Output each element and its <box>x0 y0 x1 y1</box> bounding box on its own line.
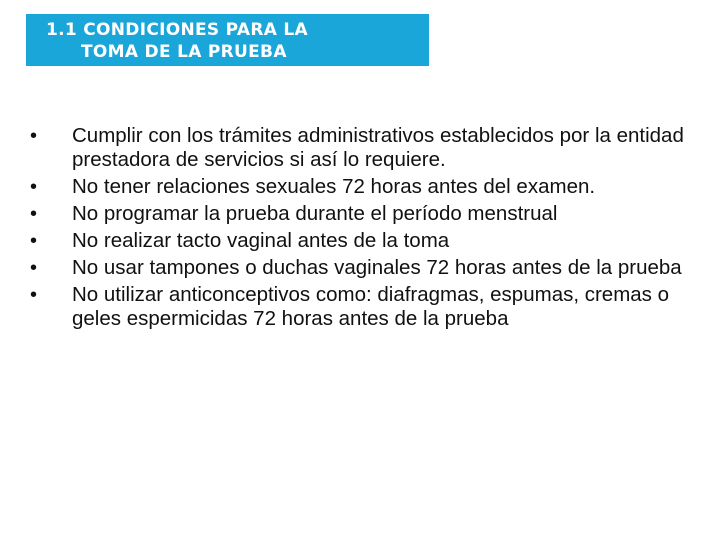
slide-title-line-2: TOMA DE LA PRUEBA <box>81 42 287 62</box>
bullet-dot-icon: • <box>30 284 38 306</box>
bullet-list <box>30 124 700 334</box>
bullet-dot-icon: • <box>30 176 38 198</box>
bullet-item <box>30 124 700 172</box>
bullet-dot-icon: • <box>30 125 38 147</box>
bullet-text: No tener relaciones sexuales 72 horas antes del examen. <box>72 175 596 198</box>
bullet-text: No programar la prueba durante el período menstrual <box>72 202 558 225</box>
bullet-item <box>30 175 700 199</box>
bullet-dot-icon: • <box>30 230 38 252</box>
bullet-text: No utilizar anticonceptivos como: diafragmas, espumas, cremas o geles espermicidas 72 horas antes de la prueba <box>72 283 670 330</box>
bullet-text: No realizar tacto vaginal antes de la toma <box>72 229 450 252</box>
bullet-text: Cumplir con los trámites administrativos establecidos por la entidad prestadora de servicios si así lo requiere. <box>72 124 684 171</box>
bullet-item <box>30 202 700 226</box>
slide-title-line-1: 1.1 CONDICIONES PARA LA <box>46 20 308 40</box>
slide-title-banner <box>26 14 429 66</box>
bullet-item <box>30 283 700 331</box>
bullet-dot-icon: • <box>30 203 38 225</box>
bullet-dot-icon: • <box>30 257 38 279</box>
bullet-item <box>30 229 700 253</box>
bullet-item <box>30 256 700 280</box>
bullet-text: No usar tampones o duchas vaginales 72 horas antes de la prueba <box>72 256 682 279</box>
